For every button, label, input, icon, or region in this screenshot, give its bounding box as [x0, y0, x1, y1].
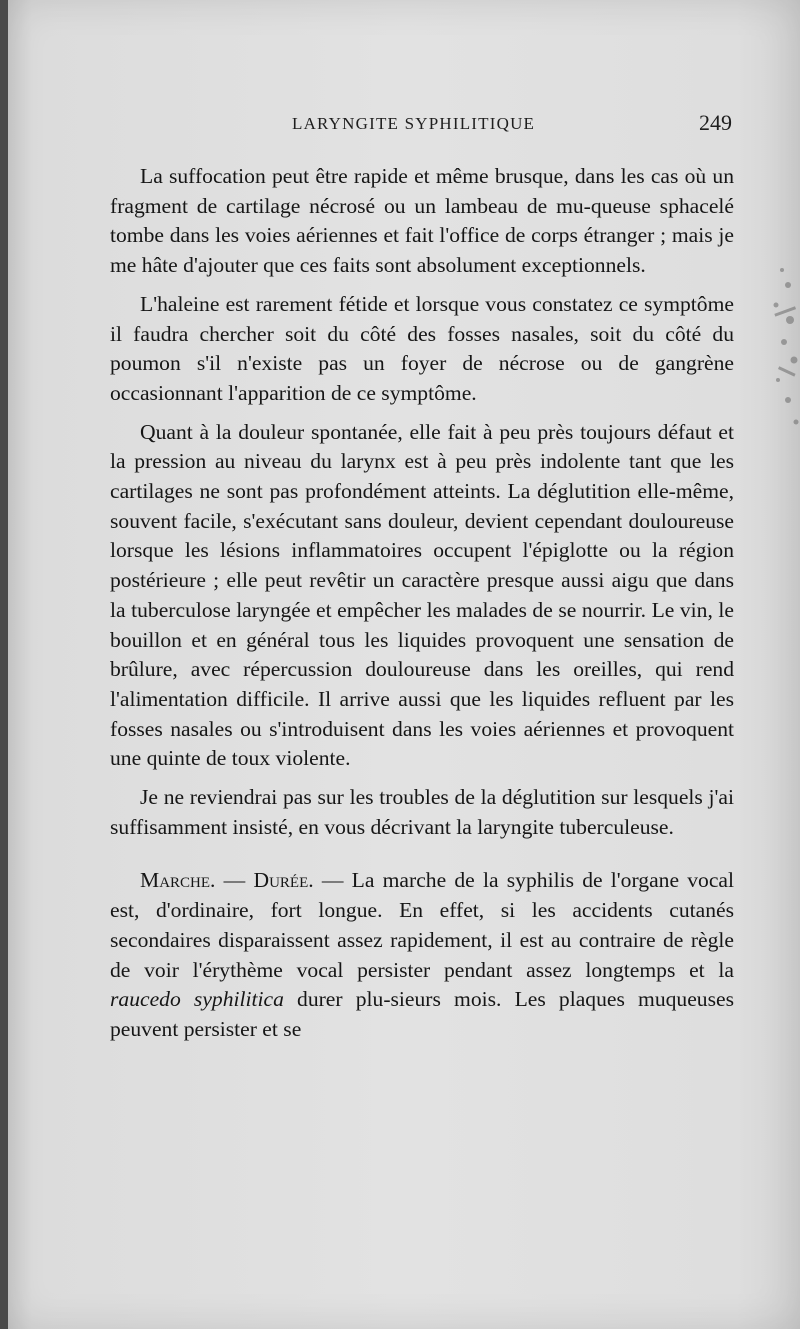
section-heading-duree: Durée. [253, 868, 314, 893]
ink-bleed-stain [738, 250, 800, 450]
paragraph-douleur: Quant à la douleur spontanée, elle fait à peu près toujours défaut et la pression au niveau du larynx est à peu près indolente tant que les cartilages ne sont pas profondément atteints. La déglutition elle-même, souvent facile, s'exécutant sans douleur, devient cependant douloureuse lorsque les lésions inflammatoires occupent l'épiglotte ou la région postérieure ; elle peut revêtir un caractère presque aussi aigu que dans la tuberculose laryngée et empêcher les malades de se nourrir. Le vin, le bouillon et en général tous les liquides provoquent une sensation de brûlure, avec répercussion douloureuse dans les oreilles, qui rend l'alimentation difficile. Il arrive aussi que les liquides refluent par les fosses nasales ou s'introduisent dans les voies aériennes et provoquent une quinte de toux violente. [110, 419, 734, 771]
book-page [8, 0, 800, 1329]
paragraph-marche-duree [110, 866, 734, 1044]
paragraph-haleine: L'haleine est rarement fétide et lorsque vous constatez ce symptôme il faudra chercher soit du côté des fosses nasales, soit du côté du poumon s'il n'existe pas un foyer de nécrose ou de gangrène occasionnant l'apparition de ce symptôme. [110, 291, 734, 405]
running-title: LARYNGITE SYPHILITIQUE [292, 114, 536, 133]
body-text [110, 162, 734, 1054]
marche-text-start: — La marche de la syphilis de l'organe vocal est, d'ordinaire, fort longue. En effet, si les accidents cutanés secondaires disparaissent assez rapidement, il est au contraire de règle de voir l'érythème vocal persister pendant assez longtemps et la [110, 868, 735, 982]
heading-dash: — [215, 868, 254, 893]
marche-text-end: durer plu-sieurs mois. Les plaques muqueuses peuvent persister et se [110, 987, 734, 1041]
section-heading-marche: Marche. [140, 868, 216, 893]
italic-term: raucedo syphilitica [110, 987, 284, 1012]
paragraph-suffocation: La suffocation peut être rapide et même brusque, dans les cas où un fragment de cartilage nécrosé ou un lambeau de mu-queuse sphacelé tombe dans les voies aériennes et fait l'office de corps étranger ; mais je me hâte d'ajouter que ces faits sont absolument exceptionnels. [110, 164, 734, 278]
page-number: 249 [699, 110, 732, 135]
paragraph-deglutition: Je ne reviendrai pas sur les troubles de la déglutition sur lesquels j'ai suffisamment insisté, en vous décrivant la laryngite tuberculeuse. [110, 785, 734, 839]
page-header [8, 112, 800, 142]
